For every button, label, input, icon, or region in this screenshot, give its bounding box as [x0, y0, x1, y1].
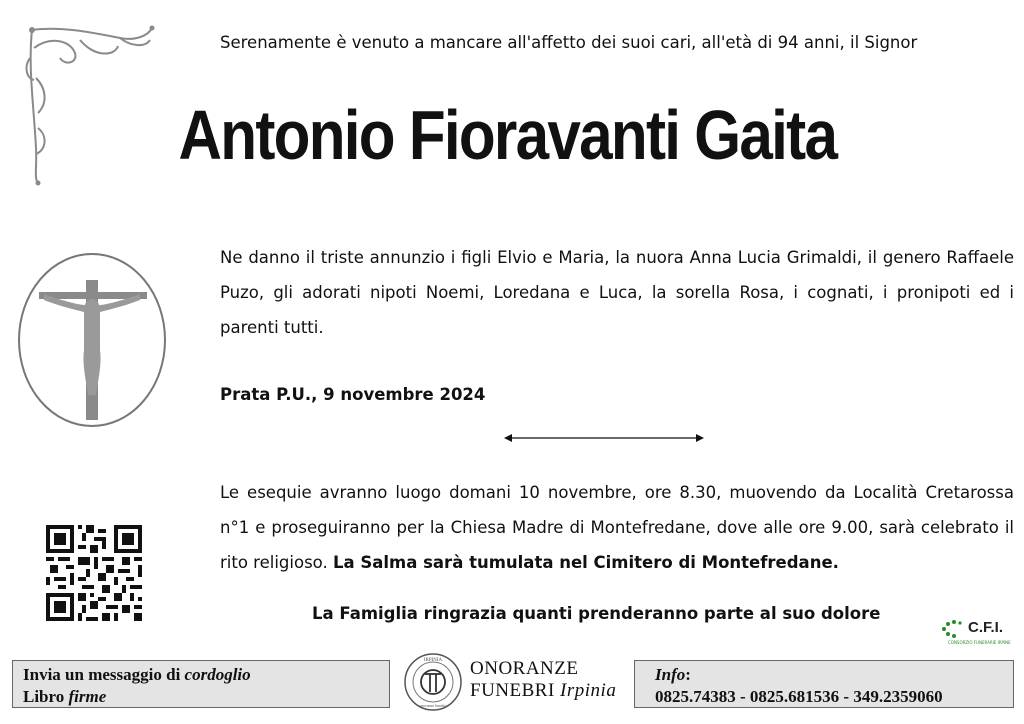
- intro-text: Serenamente è venuto a mancare all'affetto dei suoi cari, all'età di 94 anni, il Signor: [220, 33, 918, 52]
- logo-text-top: IRPINIA: [423, 658, 443, 663]
- announcement: [188, 240, 1014, 345]
- logo-text-bottom: onoranze funebri: [419, 703, 447, 708]
- condolence-link[interactable]: Invia un messaggio di cordoglio: [23, 665, 251, 684]
- brand-name: ONORANZE FUNEBRI Irpinia: [470, 658, 617, 701]
- deceased-name: Antonio Fioravanti Gaita: [178, 96, 837, 174]
- phone-numbers[interactable]: 0825.74383 - 0825.681536 - 349.2359060: [655, 687, 943, 706]
- onoranze-logo-icon: [403, 652, 463, 712]
- cfi-logo-label: C.F.I.: [968, 619, 1004, 636]
- info-label: Info: [655, 665, 686, 684]
- double-arrow-icon: [504, 432, 704, 444]
- condolence-box[interactable]: [12, 660, 390, 708]
- cfi-subtitle: CONSORZIO FUNERARIE IRPINE: [948, 640, 1011, 645]
- announcement-text: Ne danno il triste annunzio i figli Elvio e Maria, la nuora Anna Lucia Grimaldi, il genero Raffaele Puzo, gli adorati nipoti Noemi, Loredana e Luca, la sorella Rosa, i cognati, i pronipoti ed i parenti tutti.: [220, 248, 1014, 337]
- qr-code-icon[interactable]: [46, 525, 142, 621]
- info-box: Info: 0825.74383 - 0825.681536 - 349.2359060: [634, 660, 1014, 708]
- burial-text: La Salma sarà tumulata nel Cimitero di Montefredane.: [332, 553, 839, 572]
- thanks-text: La Famiglia ringrazia quanti prenderanno parte al suo dolore: [312, 604, 881, 623]
- crucifix-icon: [14, 250, 170, 430]
- place-date: Prata P.U., 9 novembre 2024: [220, 385, 486, 404]
- funeral-text: Le esequie avranno luogo domani 10 novembre, ore 8.30, muovendo da Località Cretarossa n°1 e proseguiranno per la Chiesa Madre di Montefredane, dove alle ore 9.00, sarà celebrato il rito religioso.: [220, 483, 1014, 572]
- guestbook-link[interactable]: Libro firme: [23, 687, 107, 706]
- funeral-info: [188, 475, 1014, 580]
- cfi-logo-icon: [940, 619, 968, 639]
